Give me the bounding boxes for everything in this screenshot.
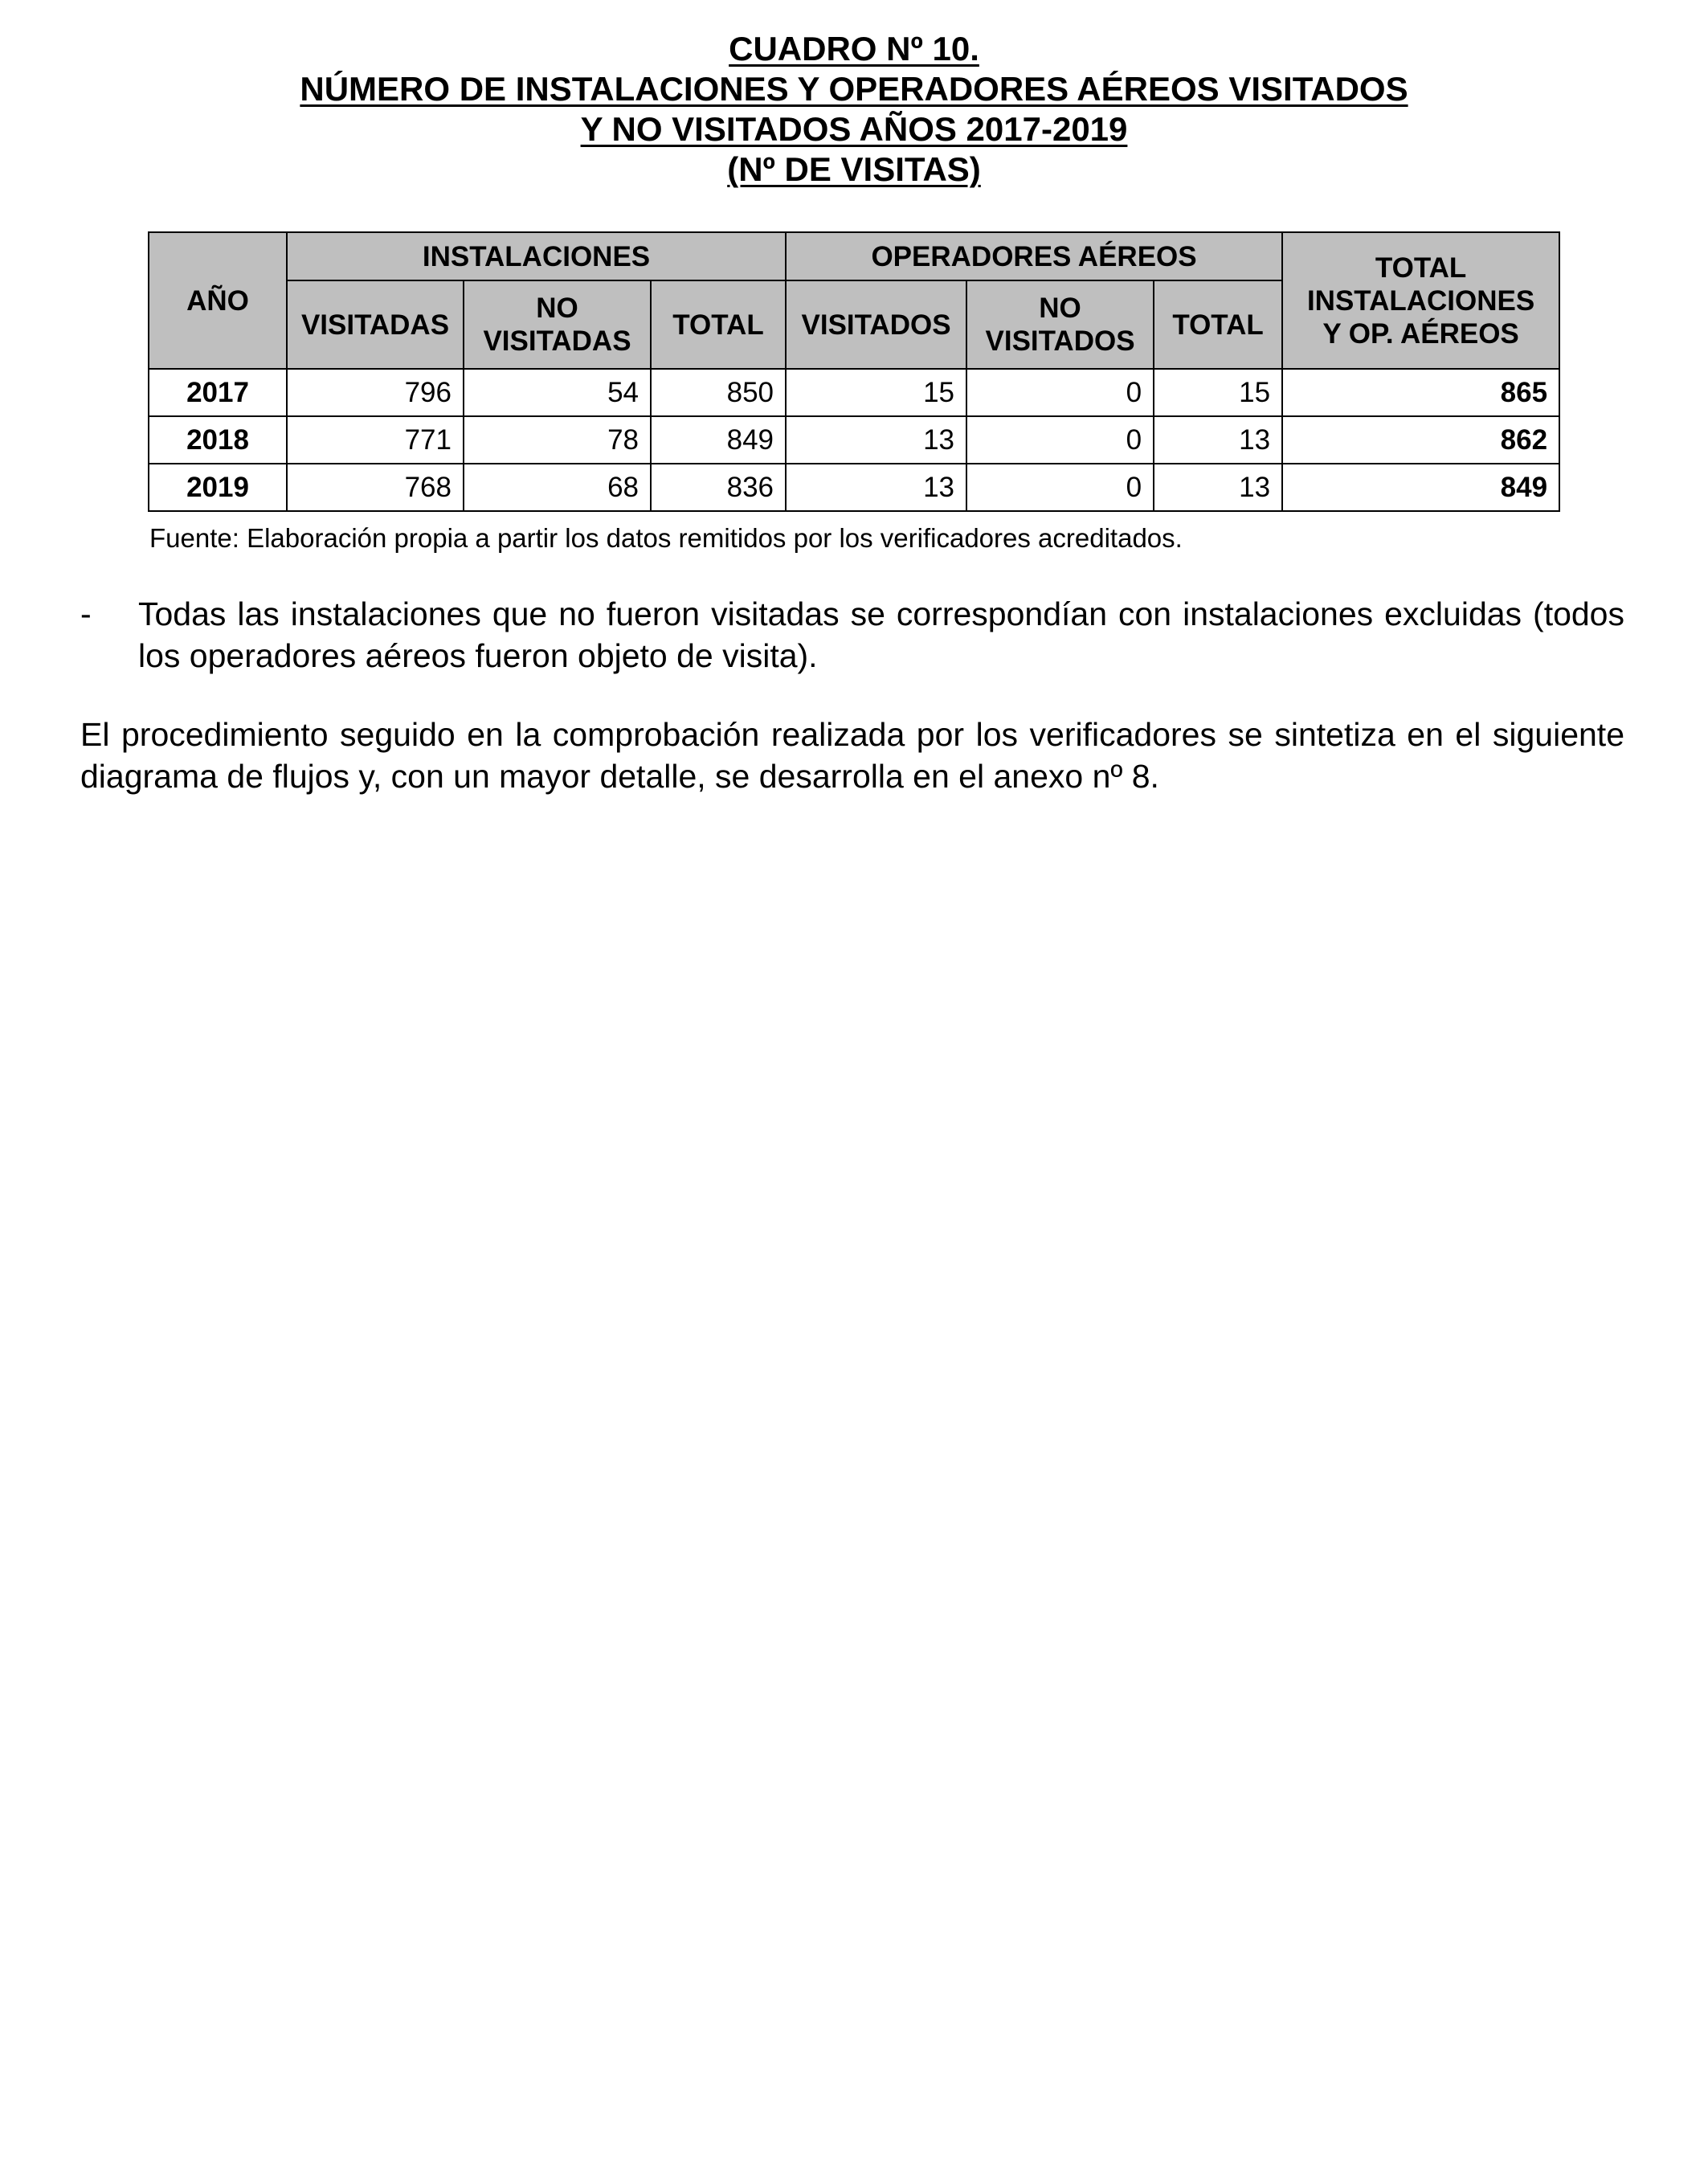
cell-year: 2019 (149, 464, 287, 511)
cell-inst-not-visited: 68 (464, 464, 651, 511)
cell-year: 2018 (149, 416, 287, 464)
cell-op-not-visited: 0 (966, 416, 1154, 464)
cell-inst-total: 850 (651, 369, 786, 416)
header-row-1 (149, 232, 1559, 280)
header-op-total: TOTAL (1154, 280, 1282, 369)
bullet-text: Todas las instalaciones que no fueron visitadas se correspondían con instalaciones excluidas (todos los operadores aéreos fueron objeto de visita). (138, 595, 1624, 674)
header-inst-not-visited: NO VISITADAS (464, 280, 651, 369)
cell-op-total: 15 (1154, 369, 1282, 416)
header-inst-visited: VISITADAS (287, 280, 464, 369)
cell-total-all: 862 (1282, 416, 1559, 464)
table-row (149, 464, 1559, 511)
header-installations: INSTALACIONES (287, 232, 786, 280)
body-paragraph: El procedimiento seguido en la comprobación realizada por los verificadores se sintetiza en el siguiente diagrama de flujos y, con un mayor detalle, se desarrolla en el anexo nº 8. (80, 716, 1624, 795)
cell-year: 2017 (149, 369, 287, 416)
table-row (149, 369, 1559, 416)
cell-total-all: 865 (1282, 369, 1559, 416)
table-row (149, 416, 1559, 464)
cell-op-not-visited: 0 (966, 464, 1154, 511)
header-op-visited: VISITADOS (786, 280, 966, 369)
header-operators: OPERADORES AÉREOS (786, 232, 1282, 280)
cell-inst-not-visited: 78 (464, 416, 651, 464)
header-inst-total: TOTAL (651, 280, 786, 369)
visits-table (148, 231, 1560, 512)
title-line-4: (Nº DE VISITAS) (727, 150, 981, 188)
cell-inst-visited: 771 (287, 416, 464, 464)
cell-inst-visited: 768 (287, 464, 464, 511)
cell-total-all: 849 (1282, 464, 1559, 511)
cell-inst-total: 836 (651, 464, 786, 511)
table-source-note: Fuente: Elaboración propia a partir los datos remitidos por los verificadores acreditados. (149, 523, 1183, 553)
header-op-not-visited: NO VISITADOS (966, 280, 1154, 369)
table-title (0, 29, 1708, 190)
title-line-1: CUADRO Nº 10. (729, 30, 979, 68)
cell-inst-not-visited: 54 (464, 369, 651, 416)
cell-inst-total: 849 (651, 416, 786, 464)
header-year: AÑO (149, 232, 287, 369)
cell-op-visited: 15 (786, 369, 966, 416)
cell-op-visited: 13 (786, 416, 966, 464)
cell-op-total: 13 (1154, 416, 1282, 464)
cell-inst-visited: 796 (287, 369, 464, 416)
cell-op-visited: 13 (786, 464, 966, 511)
header-total-all: TOTAL INSTALACIONES Y OP. AÉREOS (1282, 232, 1559, 369)
title-line-2: NÚMERO DE INSTALACIONES Y OPERADORES AÉREOS VISITADOS (300, 70, 1408, 108)
cell-op-not-visited: 0 (966, 369, 1154, 416)
cell-op-total: 13 (1154, 464, 1282, 511)
title-line-3: Y NO VISITADOS AÑOS 2017-2019 (580, 110, 1128, 148)
bullet-dash: - (80, 595, 92, 632)
bullet-item (80, 593, 1624, 677)
